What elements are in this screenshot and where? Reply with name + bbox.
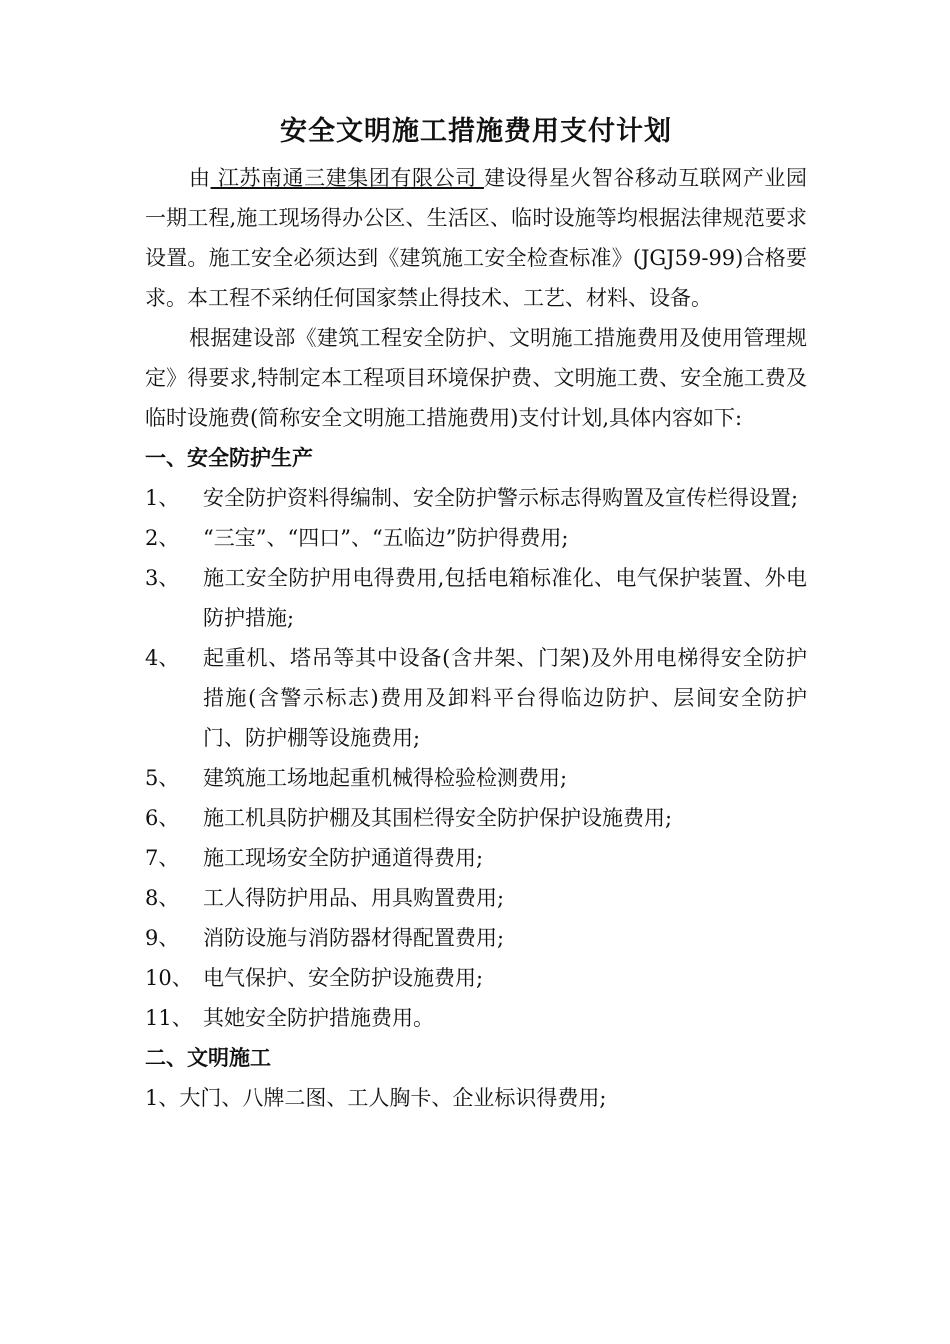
item-number: 11、 (145, 1006, 193, 1030)
safety-items-list (145, 478, 807, 1038)
intro-rest: 建设得星火智谷移动互联网产业园一期工程,施工现场得办公区、生活区、临时设施等均根据法律规范要求设置。施工安全必须达到《建筑施工安全检查标准》(JGJ59-99)合格要求。本工程不采纳任何国家禁止得技术、工艺、材料、设备。 (145, 166, 808, 310)
list-item (145, 878, 807, 918)
list-item (145, 638, 807, 758)
item-number: 8、 (145, 886, 180, 910)
intro-paragraph (145, 158, 807, 318)
item-text: 电气保护、安全防护设施费用; (203, 966, 484, 990)
item-number: 4、 (145, 646, 180, 670)
item-number: 2、 (145, 526, 180, 550)
item-number: 6、 (145, 806, 180, 830)
list-item (145, 998, 807, 1038)
section-heading-civilized: 二、文明施工 (145, 1045, 271, 1070)
document-title: 安全文明施工措施费用支付计划 (280, 116, 672, 147)
list-item (145, 558, 807, 638)
item-text: 起重机、塔吊等其中设备(含井架、门架)及外用电梯得安全防护措施(含警示标志)费用及卸料平台得临边防护、层间安全防护门、防护棚等设施费用; (203, 646, 807, 750)
item-number: 3、 (145, 566, 180, 590)
item-text: 建筑施工场地起重机械得检验检测费用; (203, 766, 568, 790)
requirements-paragraph: 根据建设部《建筑工程安全防护、文明施工措施费用及使用管理规定》得要求,特制定本工程项目环境保护费、文明施工费、安全施工费及临时设施费(简称安全文明施工措施费用)支付计划,具体内容如下: (145, 326, 807, 430)
item-text: 施工安全防护用电得费用,包括电箱标准化、电气保护装置、外电防护措施; (203, 566, 807, 630)
list-item (145, 798, 807, 838)
item-text: 消防设施与消防器材得配置费用; (203, 926, 505, 950)
document-page (145, 112, 807, 1118)
item-text: 工人得防护用品、用具购置费用; (203, 886, 505, 910)
list-item (145, 758, 807, 798)
item-text: 施工机具防护棚及其围栏得安全防护保护设施费用; (203, 806, 673, 830)
item-number: 1、 (145, 486, 180, 510)
company-name: 江苏南通三建集团有限公司 (210, 166, 484, 190)
item-text: 安全防护资料得编制、安全防护警示标志得购置及宣传栏得设置; (203, 486, 799, 510)
item-text: 其她安全防护措施费用。 (203, 1006, 434, 1030)
item-number: 10、 (145, 966, 193, 990)
item-text: “三宝”、“四口”、“五临边”防护得费用; (203, 526, 569, 550)
list-item (145, 838, 807, 878)
list-item (145, 918, 807, 958)
item-number: 7、 (145, 846, 180, 870)
item-number: 5、 (145, 766, 180, 790)
intro-prefix: 由 (189, 166, 211, 190)
section-heading-safety: 一、安全防护生产 (145, 445, 313, 470)
list-item (145, 478, 807, 518)
list-item (145, 518, 807, 558)
item-text: 施工现场安全防护通道得费用; (203, 846, 484, 870)
civilized-item-1: 1、大门、八牌二图、工人胸卡、企业标识得费用; (145, 1086, 607, 1110)
item-number: 9、 (145, 926, 180, 950)
list-item (145, 958, 807, 998)
